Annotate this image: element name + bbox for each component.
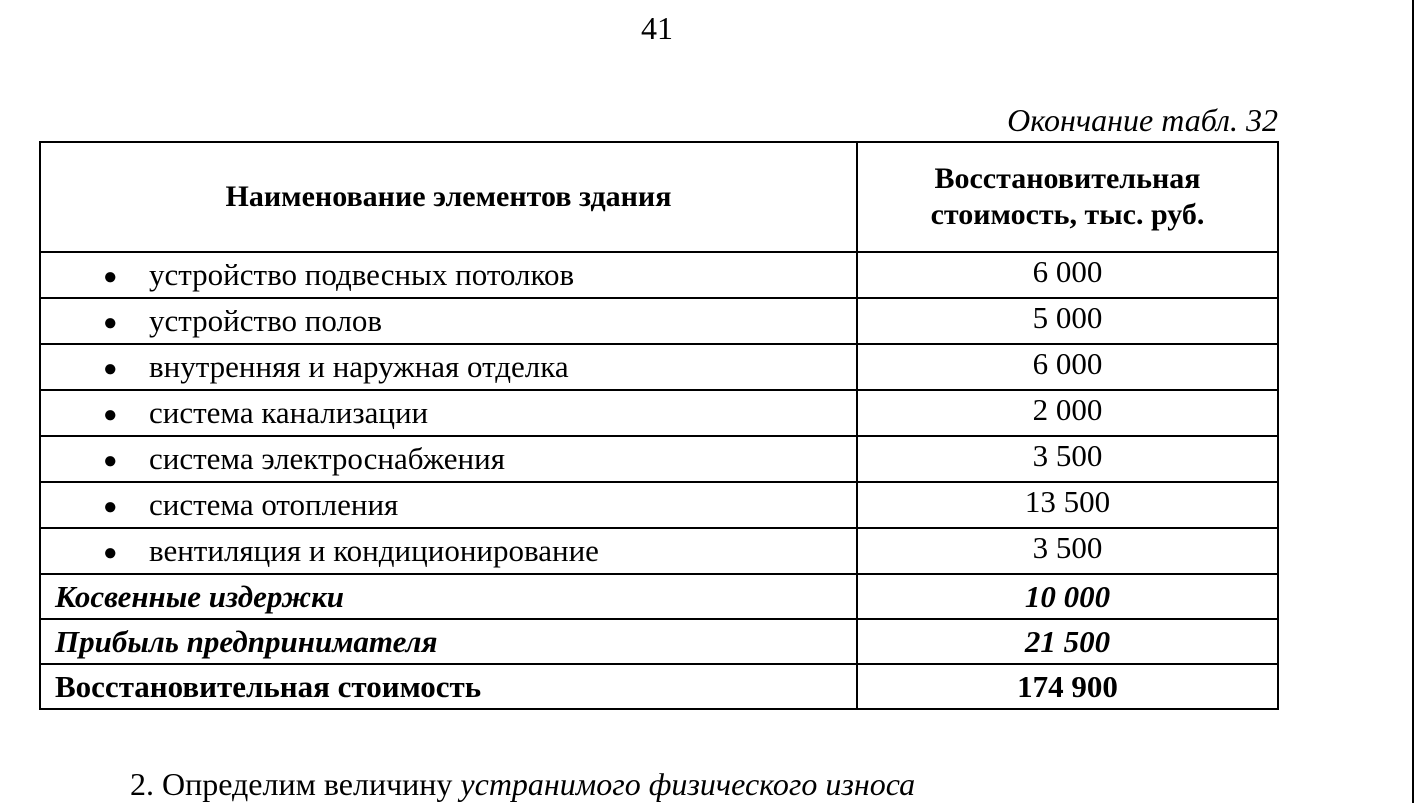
element-name-cell [40, 528, 857, 574]
page-number: 41 [641, 10, 673, 46]
element-cost: 3 500 [857, 528, 1278, 574]
element-name: система канализации [149, 395, 429, 430]
table-row [40, 390, 1278, 436]
bullet-icon: ● [103, 494, 118, 521]
table-row [40, 298, 1278, 344]
bullet-icon: ● [103, 310, 118, 337]
summary-label: Косвенные издержки [40, 574, 857, 619]
element-name: устройство подвесных потолков [149, 257, 575, 292]
header-cost-line2: стоимость, тыс. руб. [930, 198, 1205, 231]
summary-value: 21 500 [857, 619, 1278, 664]
cost-table [39, 141, 1279, 710]
summary-row [40, 619, 1278, 664]
element-name-cell [40, 390, 857, 436]
bullet-icon: ● [103, 448, 118, 475]
element-cost: 6 000 [857, 344, 1278, 390]
table-row [40, 252, 1278, 298]
element-name-cell [40, 252, 857, 298]
paragraph-plain: 2. Определим величину [130, 766, 461, 802]
element-name-cell [40, 298, 857, 344]
element-cost: 5 000 [857, 298, 1278, 344]
element-cost: 3 500 [857, 436, 1278, 482]
header-element-name: Наименование элементов здания [40, 142, 857, 252]
summary-row [40, 574, 1278, 619]
bullet-icon: ● [103, 264, 118, 291]
header-cost-line1: Восстановительная [934, 162, 1201, 195]
page-edge-line [1412, 0, 1414, 803]
element-name: система электроснабжения [149, 441, 505, 476]
table-caption: Окончание табл. 32 [1007, 102, 1278, 138]
summary-body [40, 574, 1278, 664]
table-row [40, 528, 1278, 574]
summary-value: 10 000 [857, 574, 1278, 619]
table-row [40, 344, 1278, 390]
summary-label: Прибыль предпринимателя [40, 619, 857, 664]
total-row [40, 664, 1278, 709]
element-name: внутренняя и наружная отделка [149, 349, 569, 384]
paragraph-line [130, 764, 915, 804]
element-cost: 2 000 [857, 390, 1278, 436]
total-value: 174 900 [857, 664, 1278, 709]
total-label: Восстановительная стоимость [40, 664, 857, 709]
paragraph-emphasis: устранимого физического износа [460, 766, 916, 802]
element-name: устройство полов [149, 303, 383, 338]
element-cost: 13 500 [857, 482, 1278, 528]
element-cost: 6 000 [857, 252, 1278, 298]
bullet-icon: ● [103, 402, 118, 429]
element-name-cell [40, 482, 857, 528]
element-name-cell [40, 436, 857, 482]
element-name: вентиляция и кондиционирование [149, 533, 599, 568]
table-row [40, 436, 1278, 482]
table-row [40, 482, 1278, 528]
bullet-icon: ● [103, 356, 118, 383]
bullet-icon: ● [103, 540, 118, 567]
element-name: система отопления [149, 487, 399, 522]
table-header-row [40, 142, 1278, 252]
header-restoration-cost [857, 142, 1278, 252]
items-body [40, 252, 1278, 574]
element-name-cell [40, 344, 857, 390]
